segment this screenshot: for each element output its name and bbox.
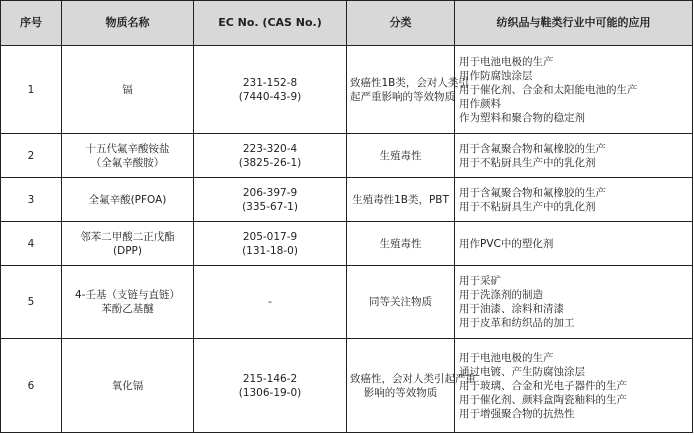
cell-no: 2	[1, 134, 62, 178]
cell-use-line: 用于含氟聚合物和氟橡胶的生产	[459, 142, 606, 155]
cell-ec-line: 223-320-4	[242, 142, 298, 155]
cell-use-line: 用于不粘厨具生产中的乳化剂	[459, 200, 596, 213]
header-row	[1, 1, 693, 46]
cell-ec	[194, 134, 347, 178]
cell-name-line: (DPP)	[113, 244, 142, 257]
table-row	[1, 222, 693, 266]
table-row	[1, 178, 693, 222]
cell-category-line: 影响的等效物质	[363, 386, 438, 399]
cell-name	[62, 222, 194, 266]
cell-category	[347, 178, 455, 222]
cell-category	[347, 339, 476, 433]
cell-name-line: 十五代氟辛酸铵盐	[85, 142, 170, 155]
cell-ec-line: 206-397-9	[242, 186, 298, 199]
cell-name-line: 苯酚乙基醚	[101, 303, 154, 315]
cell-ec-line: (7440-43-9)	[238, 90, 302, 103]
cell-use-line: 用作PVC中的塑化剂	[459, 237, 554, 250]
cell-use-line: 用作颜料	[459, 97, 501, 110]
cell-category	[347, 266, 455, 339]
cell-use-line: 用于玻璃、合金和光电子器件的生产	[459, 379, 627, 392]
cell-ec-line: (3825-26-1)	[238, 156, 302, 169]
cell-use	[455, 178, 693, 222]
cell-no: 1	[1, 46, 62, 134]
cell-category-line: 生殖毒性	[379, 149, 422, 162]
cell-name-line: 4-壬基（支链与直链）	[75, 289, 180, 301]
cell-use	[455, 266, 693, 339]
cell-use-line: 用于增强聚合物的抗热性	[459, 407, 575, 420]
cell-no: 6	[1, 339, 62, 433]
cell-name	[62, 134, 194, 178]
cell-use-line: 用于含氟聚合物和氟橡胶的生产	[459, 186, 606, 199]
cell-no: 5	[1, 266, 62, 339]
cell-use-line: 用于催化剂、颜料盒陶瓷釉料的生产	[459, 393, 627, 406]
cell-use-line: 用于电池电极的生产	[459, 351, 554, 364]
cell-name-line: 邻苯二甲酸二正戊酯	[80, 230, 175, 243]
cell-no: 4	[1, 222, 62, 266]
cell-ec-line: 205-017-9	[242, 230, 298, 243]
header-ec: EC No. (CAS No.)	[194, 1, 347, 46]
cell-category-line: 致癌性1B类，会对人类引	[350, 76, 469, 89]
cell-ec	[194, 178, 347, 222]
cell-use	[455, 222, 693, 266]
cell-use-line: 用于不粘厨具生产中的乳化剂	[459, 156, 596, 169]
cell-ec	[194, 222, 347, 266]
table-row	[1, 134, 693, 178]
cell-name-line: 镉	[122, 83, 133, 96]
cell-name-line: 氧化镉	[111, 379, 144, 392]
cell-use	[455, 134, 693, 178]
cell-use	[455, 339, 693, 433]
cell-ec-line: 231-152-8	[242, 76, 298, 89]
cell-category-line: 生殖毒性	[379, 237, 422, 250]
cell-use-line: 用于油漆、涂料和清漆	[459, 303, 564, 315]
cell-name	[62, 339, 194, 433]
cell-use-line: 用作防腐蚀涂层	[459, 69, 533, 82]
cell-use-line: 用于皮革和纺织品的加工	[459, 317, 575, 329]
cell-ec-line: (131-18-0)	[242, 244, 298, 257]
cell-category-line: 同等关注物质	[369, 296, 432, 308]
header-no: 序号	[1, 1, 62, 46]
table-row	[1, 339, 693, 433]
cell-ec	[194, 46, 347, 134]
cell-category	[347, 134, 455, 178]
cell-name-line: 全氟辛酸(PFOA)	[88, 193, 167, 206]
cell-use-line: 用于采矿	[459, 275, 501, 287]
cell-category	[347, 222, 455, 266]
cell-ec-line: -	[268, 296, 272, 308]
table-row	[1, 266, 693, 339]
cell-use-line: 用于洗涤剂的制造	[459, 289, 543, 301]
cell-no: 3	[1, 178, 62, 222]
header-use: 纺织品与鞋类行业中可能的应用	[455, 1, 693, 46]
cell-name	[62, 266, 194, 339]
table-row	[1, 46, 693, 134]
cell-name	[62, 178, 194, 222]
cell-name-line: （全氟辛酸胺）	[90, 156, 165, 169]
cell-use-line: 作为塑料和聚合物的稳定剂	[459, 111, 585, 124]
cell-ec-line: (1306-19-0)	[238, 386, 302, 399]
cell-category-line: 致癌性，会对人类引起严重	[350, 372, 476, 385]
cell-name	[62, 46, 194, 134]
cell-use-line: 通过电镀、产生防腐蚀涂层	[459, 365, 585, 378]
cell-ec	[194, 266, 347, 339]
cell-ec	[194, 339, 347, 433]
cell-category-line: 生殖毒性1B类，PBT	[352, 193, 449, 206]
header-name: 物质名称	[62, 1, 194, 46]
cell-category-line: 起严重影响的等效物质	[350, 90, 455, 103]
cell-ec-line: (335-67-1)	[242, 200, 298, 213]
cell-use	[455, 46, 693, 134]
cell-ec-line: 215-146-2	[242, 372, 298, 385]
header-category: 分类	[347, 1, 455, 46]
cell-use-line: 用于催化剂、合金和太阳能电池的生产	[459, 83, 638, 96]
cell-use-line: 用于电池电极的生产	[459, 55, 554, 68]
cell-category	[347, 46, 469, 134]
